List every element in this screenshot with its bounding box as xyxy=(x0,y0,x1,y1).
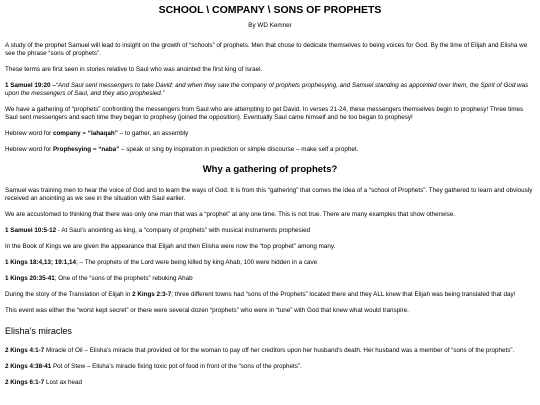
paragraph-intro: A study of the prophet Samuel will lead to insight on the growth of “schools” of prophets. Men that chose to dedicate themselves to being voices for God. By the time of Elijah and Elisha we see the phrase “sons of prophets”. xyxy=(5,42,528,57)
paragraph-worst-kept-secret: This event was either the “worst kept secret” or there were several dozen “prophets” who were in “tune” with God that knew what would transpire. xyxy=(5,307,409,314)
paragraph-many-prophets: We are accustomed to thinking that there was only one man that was a “prophet” at any one time. This is not true. There are many examples that show otherwise. xyxy=(5,211,456,218)
paragraph-translation-elijah: During the story of the Translation of Elijah in 2 Kings 2:3-7; three different towns had “sons of the Prophets” located there and they ALL knew that Elijah was being translated that day! xyxy=(5,291,516,298)
scripture-ref: 2 Kings 6:1-7 xyxy=(5,379,45,386)
paragraph-miracle-oil: 2 Kings 4:1-7 Miracle of Oil – Elisha’s miracle that provided oil for the woman to pay off her creditors upon her husband’s death. Her husband was a member of “sons of the prophets”. xyxy=(5,347,515,354)
paragraph-hebrew-company: Hebrew word for company = “lahaqah” – to gather, an assembly xyxy=(5,130,189,137)
scripture-ref: 2 Kings 4:1-7 xyxy=(5,347,45,354)
byline: By WD Kemner xyxy=(248,22,292,29)
scripture-ref: 2 Kings 2:3-7 xyxy=(132,291,172,298)
hebrew-word: “lahaqah” xyxy=(87,130,118,137)
paragraph-lost-ax-head: 2 Kings 6:1-7 Lost ax head xyxy=(5,379,83,386)
paragraph-kings-20: 1 Kings 20:35-41; One of the “sons of the prophets” rebuking Ahab xyxy=(5,275,193,282)
paragraph-kings-18: 1 Kings 18:4,13; 19:1,14; – The prophets of the Lord were being killed by king Ahab, 100 were hidden in a cave xyxy=(5,259,318,266)
paragraph-gathering: We have a gathering of “prophets” confronting the messengers from Saul who are attempting to get David. In verses 21-24, these messengers themselves begin to prophesy! Three times Saul sent messengers and each time they began to prophesy (joined the opposition). Eventually Saul came himself and he too began to prophesy! xyxy=(5,106,524,121)
scripture-quote: –“And Saul sent messengers to take David: and when they saw the company of prophets prophesying, and Samuel standing as appointed over them, the Spirit of God was upon the messengers of Saul, and they also prophesied.” xyxy=(5,82,529,97)
hebrew-word: “naba” xyxy=(98,146,120,153)
scripture-ref: 1 Samuel 10:5-12 xyxy=(5,227,57,234)
section-heading: Why a gathering of prophets? xyxy=(202,164,338,175)
scripture-ref: 1 Kings 18:4,13; 19:1,14 xyxy=(5,259,77,266)
scripture-ref: 1 Samuel 19:20 xyxy=(5,82,51,89)
paragraph-samuel-19 xyxy=(5,82,535,98)
scripture-ref: 2 Kings 4:38-41 xyxy=(5,363,52,370)
paragraph-pot-of-stew: 2 Kings 4:38-41 Pot of Stew – Elisha’s miracle fixing toxic pot of food in front of the “sons of the prophets”. xyxy=(5,363,302,370)
paragraph-hebrew-prophesying: Hebrew word for Prophesying = “naba” – speak or sing by inspiration in prediction or simple discourse – make self a prophet. xyxy=(5,146,359,153)
page-title: SCHOOL \ COMPANY \ SONS OF PROPHETS xyxy=(158,4,382,16)
section-subheading: Elisha’s miracles xyxy=(5,326,72,336)
scripture-ref: 1 Kings 20:35-41 xyxy=(5,275,55,282)
paragraph-book-of-kings: In the Book of Kings we are given the appearance that Elijah and then Elisha were now the “top prophet” among many. xyxy=(5,243,336,250)
paragraph-training: Samuel was training men to hear the voice of God and to learn the ways of God. It is from this “gathering” that comes the idea of a “school of Prophets”. They gathered to learn and obviously received an anointing as we see in the situation with Saul earlier. xyxy=(5,187,533,202)
hebrew-term: Prophesying xyxy=(52,146,92,153)
paragraph-terms: These terms are first seen in stories relative to Saul who was anointed the first king of Israel. xyxy=(5,66,263,73)
hebrew-term: company xyxy=(52,130,81,137)
paragraph-samuel-10: 1 Samuel 10:5-12 - At Saul’s anointing as king, a “company of prophets” with musical instruments prophesied xyxy=(5,227,311,234)
